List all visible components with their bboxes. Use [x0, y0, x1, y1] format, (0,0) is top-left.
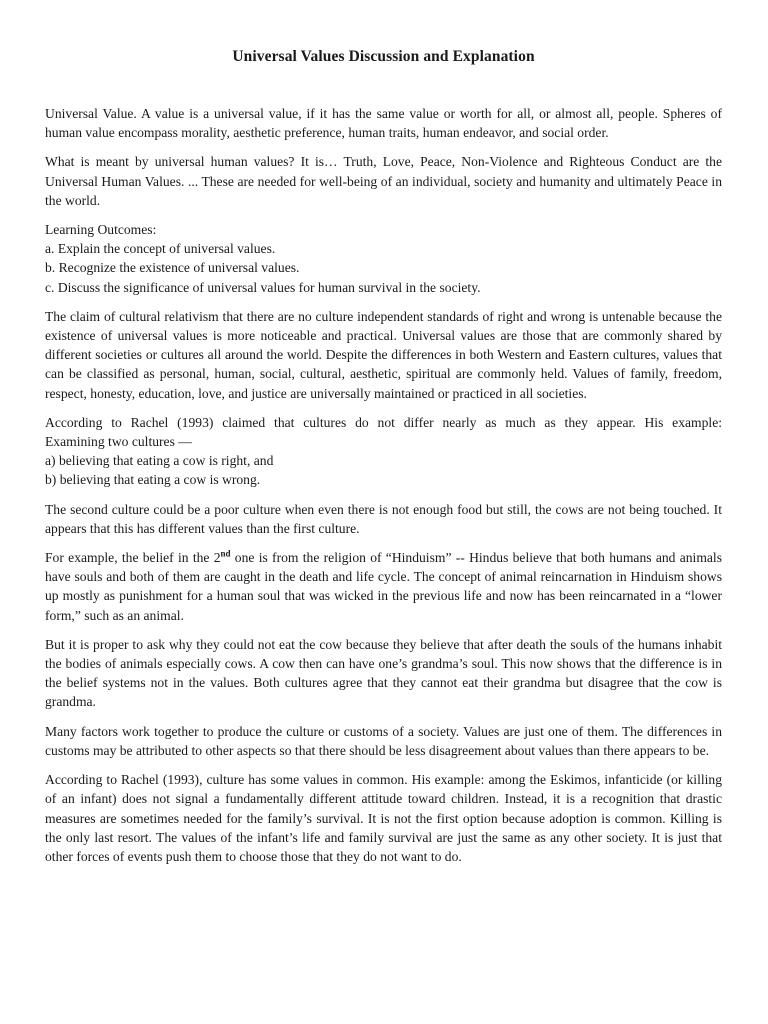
learning-outcome-item: c. Discuss the significance of universal values for human survival in the society. — [45, 279, 481, 295]
rachel-example-lead: Examining two cultures — — [45, 434, 192, 450]
paragraph-second-culture: The second culture could be a poor culture when even there is not enough food but still, the cows are not being touched. It appears that this has different values than the first culture. — [45, 501, 722, 536]
paragraph-hinduism — [45, 548, 722, 625]
paragraph-grandma-soul: But it is proper to ask why they could not eat the cow because they believe that after death the souls of the humans inhabit the bodies of animals especially cows. A cow then can have one’s grandma’s soul. This now shows that the difference is in the belief systems not in the values. Both cultures agree that they cannot eat their grandma but disagree that the cow is grandma. — [45, 636, 722, 710]
learning-outcomes-heading: Learning Outcomes: — [45, 222, 157, 238]
paragraph-universal-value: Universal Value. A value is a universal value, if it has the same value or worth for all, or almost all, people. Spheres of human value encompass morality, aesthetic preference, human traits, human endeavor, and social order. — [45, 106, 722, 141]
document-title: Universal Values Discussion and Explanation — [232, 48, 535, 65]
hinduism-text-rest: one is from the religion of “Hinduism” -- Hindus believe that both humans and animals have souls and both of them are caught in the death and life cycle. The concept of animal reincarnation in Hinduism shows up mostly as punishment for a human soul that was wicked in the previous life and now has been reincarnated in a “lower form,” such as an animal. — [45, 550, 723, 623]
learning-outcomes — [45, 220, 722, 297]
hinduism-text-start: For example, the belief in the 2 — [45, 550, 221, 566]
ordinal-superscript: nd — [220, 548, 231, 559]
learning-outcome-item: b. Recognize the existence of universal values. — [45, 260, 300, 276]
rachel-example-item: b) believing that eating a cow is wrong. — [45, 472, 261, 488]
learning-outcome-item: a. Explain the concept of universal values. — [45, 241, 276, 257]
paragraph-eskimos: According to Rachel (1993), culture has some values in common. His example: among the Eskimos, infanticide (or killing of an infant) does not signal a fundamentally different attitude toward children. Instead, it is a recognition that drastic measures are sometimes needed for the family’s survival. It is not the first option because adoption is common. Killing is the only last resort. The values of the infant’s life and family survival are just the same as any other society. It is just that other forces of events push them to choose those that they do not want to do. — [45, 772, 722, 864]
paragraph-cultural-relativism: The claim of cultural relativism that there are no culture independent standards of right and wrong is untenable because the existence of universal values is more noticeable and practical. Universal values are those that are commonly shared by different societies or cultures all around the world. Despite the differences in both Western and Eastern cultures, values that can be classified as personal, human, social, cultural, aesthetic, spiritual are commonly held. Values of family, freedom, respect, honesty, education, love, and justice are universally maintained or practiced in all societies. — [45, 308, 722, 401]
paragraph-many-factors: Many factors work together to produce the culture or customs of a society. Values are just one of them. The differences in customs may be attributed to other aspects so that there should be less disagreement about values than there appears to be. — [45, 723, 722, 758]
paragraph-universal-human-values: What is meant by universal human values? It is… Truth, Love, Peace, Non-Violence and Righteous Conduct are the Universal Human Values. ... These are needed for well-being of an individual, society and humanity and ultimately Peace in the world. — [45, 154, 722, 208]
rachel-example-item: a) believing that eating a cow is right, and — [45, 453, 274, 469]
paragraph-rachel-example — [45, 413, 722, 490]
rachel-example-intro: According to Rachel (1993) claimed that cultures do not differ nearly as much as they appear. His example: — [45, 414, 722, 430]
